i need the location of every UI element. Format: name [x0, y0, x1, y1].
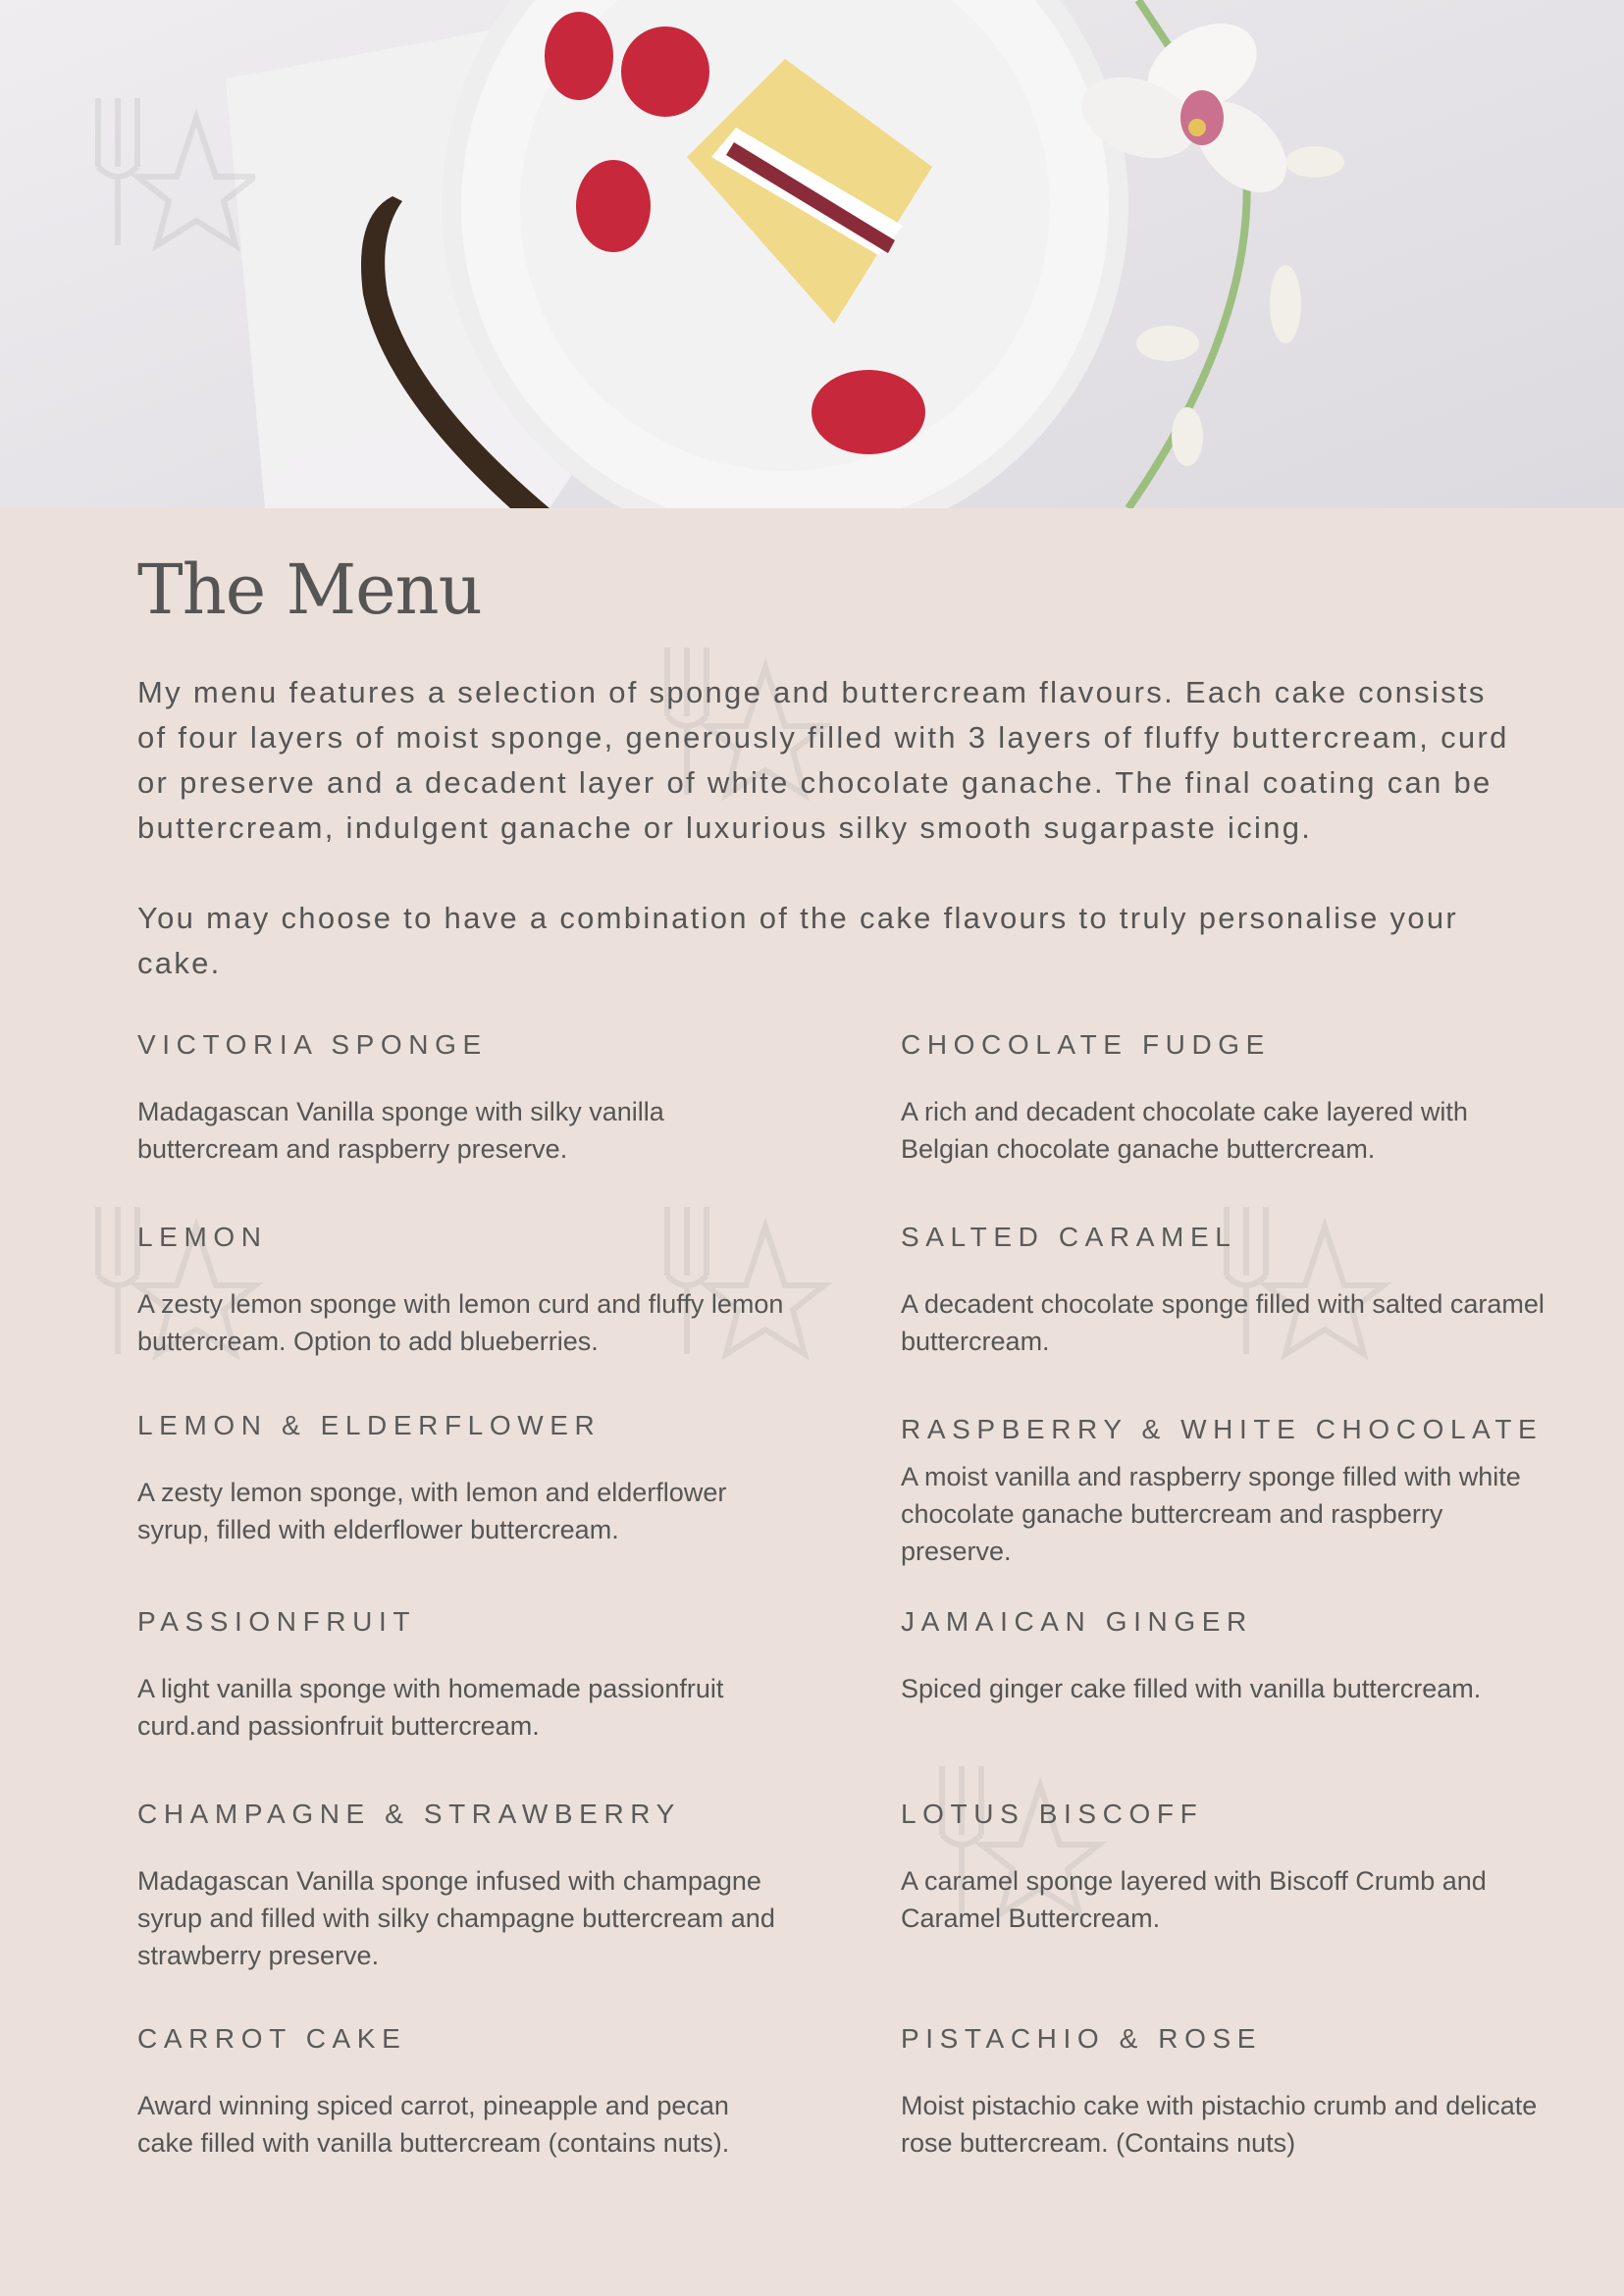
- menu-item-name: JAMAICAN GINGER: [901, 1606, 1253, 1637]
- menu-item: [901, 2022, 1548, 2162]
- menu-item-name: RASPBERRY & WHITE CHOCOLATE: [901, 1414, 1544, 1444]
- intro-paragraph: My menu features a selection of sponge and buttercream flavours. Each cake consists of four layers of moist sponge, generously filled with 3 layers of fluffy buttercream, curd or preserve and a decadent layer of white chocolate ganache. The final coating can be buttercream, indulgent ganache or luxurious silky smooth sugarpaste icing.: [137, 675, 1509, 845]
- menu-item-name: LOTUS BISCOFF: [901, 1799, 1204, 1829]
- menu-item: [901, 1798, 1548, 1937]
- menu-item: [901, 1028, 1548, 1168]
- menu-item: [137, 1605, 785, 1745]
- hero-photo: [0, 0, 1624, 508]
- menu-item: [137, 1798, 785, 1974]
- menu-item-name: LEMON: [137, 1222, 268, 1252]
- menu-item-description: Madagascan Vanilla sponge with silky vanilla buttercream and raspberry preserve.: [137, 1097, 664, 1164]
- menu-item-description: A caramel sponge layered with Biscoff Crumb and Caramel Buttercream.: [901, 1866, 1487, 1933]
- menu-item: [137, 1409, 785, 1548]
- menu-item-name: LEMON & ELDERFLOWER: [137, 1410, 602, 1440]
- menu-item-description: A decadent chocolate sponge filled with salted caramel buttercream.: [901, 1289, 1545, 1356]
- menu-item-name: CHOCOLATE FUDGE: [901, 1029, 1271, 1060]
- intro-paragraph: You may choose to have a combination of the cake flavours to truly personalise your cake.: [137, 901, 1459, 980]
- menu-item-description: A zesty lemon sponge with lemon curd and fluffy lemon buttercream. Option to add blueberries.: [137, 1289, 784, 1356]
- menu-item-description: Moist pistachio cake with pistachio crumb and delicate rose buttercream. (Contains nuts): [901, 2091, 1538, 2158]
- menu-item-description: A rich and decadent chocolate cake layered with Belgian chocolate ganache buttercream.: [901, 1097, 1468, 1164]
- menu-item-description: A light vanilla sponge with homemade passionfruit curd.and passionfruit buttercream.: [137, 1674, 724, 1741]
- menu-item-name: SALTED CARAMEL: [901, 1222, 1237, 1252]
- menu-item-description: Award winning spiced carrot, pineapple and pecan cake filled with vanilla buttercream (contains nuts).: [137, 2091, 730, 2158]
- menu-item-description: Madagascan Vanilla sponge infused with champagne syrup and filled with silky champagne buttercream and strawberry preserve.: [137, 1866, 775, 1970]
- menu-item-name: VICTORIA SPONGE: [137, 1029, 488, 1060]
- page-title: The Menu: [137, 549, 482, 630]
- menu-item-name: CARROT CAKE: [137, 2023, 407, 2054]
- cake-photo-illustration: [0, 0, 1624, 508]
- menu-item: [137, 1221, 785, 1360]
- menu-item: [901, 1413, 1548, 1570]
- menu-item: [137, 1028, 785, 1168]
- menu-item-name: CHAMPAGNE & STRAWBERRY: [137, 1799, 681, 1829]
- menu-item: [137, 2022, 785, 2162]
- menu-item-description: A zesty lemon sponge, with lemon and elderflower syrup, filled with elderflower buttercream.: [137, 1478, 727, 1544]
- intro-text: [137, 670, 1511, 986]
- menu-item-description: A moist vanilla and raspberry sponge filled with white chocolate ganache buttercream and raspberry preserve.: [901, 1462, 1521, 1566]
- menu-item: [901, 1605, 1548, 1707]
- menu-item-name: PASSIONFRUIT: [137, 1606, 417, 1637]
- menu-item-description: Spiced ginger cake filled with vanilla buttercream.: [901, 1674, 1482, 1703]
- menu-item-name: PISTACHIO & ROSE: [901, 2023, 1263, 2054]
- menu-item: [901, 1221, 1548, 1360]
